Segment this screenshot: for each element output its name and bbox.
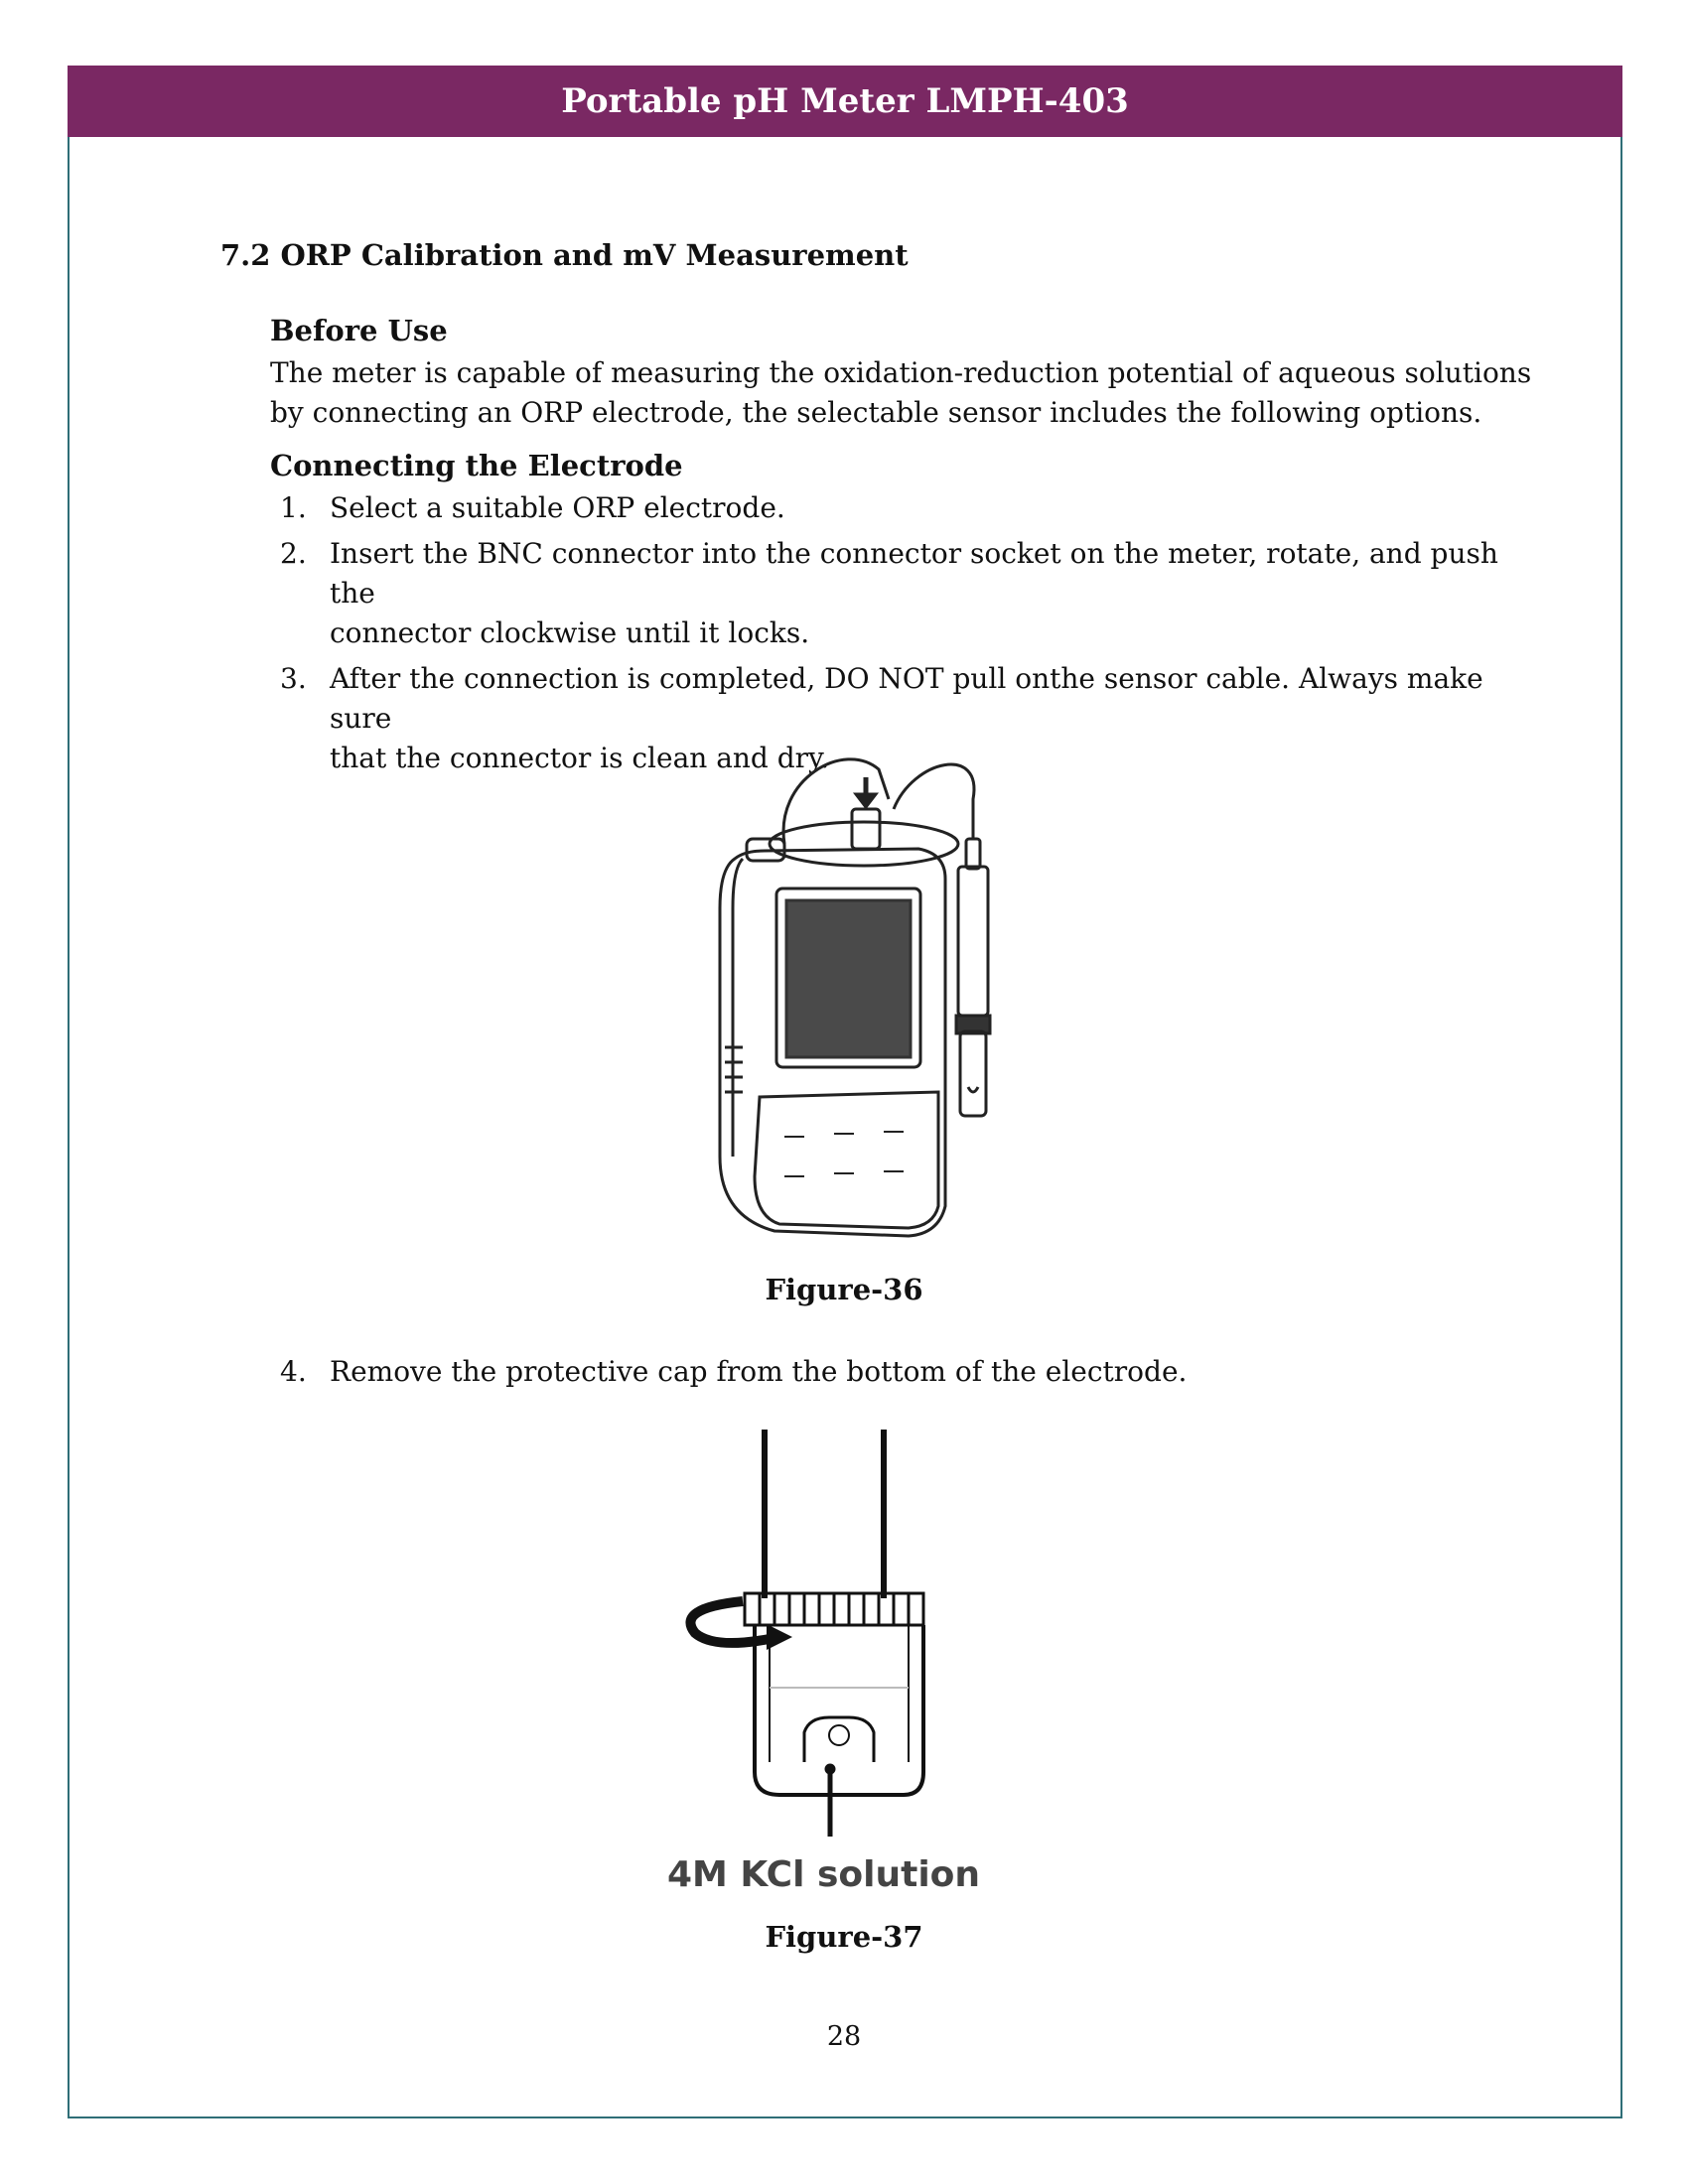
step-text-cont: that the connector is clean and dry.	[330, 742, 830, 774]
before-use-heading: Before Use	[270, 314, 448, 347]
page-header	[68, 66, 1622, 137]
step-number: 3.	[280, 662, 307, 695]
before-use-line-2: by connecting an ORP electrode, the selectable sensor includes the following options.	[270, 396, 1482, 429]
step-number: 1.	[280, 491, 307, 524]
before-use-text	[270, 353, 1541, 433]
list-item	[270, 1352, 1551, 1392]
list-item	[270, 488, 1551, 528]
step-text: Insert the BNC connector into the connector socket on the meter, rotate, and push the	[330, 537, 1498, 610]
list-item	[270, 534, 1551, 653]
figure-37-caption: Figure-37	[765, 1920, 923, 1954]
step-number: 2.	[280, 537, 307, 570]
step-number: 4.	[280, 1355, 307, 1388]
step-text: Select a suitable ORP electrode.	[330, 491, 785, 524]
page-number: 28	[826, 2021, 862, 2052]
step-text: Remove the protective cap from the bottom of the electrode.	[330, 1355, 1188, 1388]
figure-37-label: 4M KCl solution	[667, 1854, 981, 1895]
figure-37-electrode-cap-illustration	[635, 1420, 1072, 1911]
figure-36-caption: Figure-36	[765, 1273, 923, 1306]
step-text: After the connection is completed, DO NOT pull onthe sensor cable. Always make sure	[330, 662, 1483, 735]
figure-36-meter-illustration	[685, 740, 1043, 1241]
section-title: 7.2 ORP Calibration and mV Measurement	[220, 238, 909, 272]
cable-left	[783, 759, 889, 844]
step-4-list	[270, 1352, 1551, 1398]
header-title: Portable pH Meter LMPH-403	[561, 81, 1129, 121]
connecting-heading: Connecting the Electrode	[270, 449, 683, 482]
before-use-line-1: The meter is capable of measuring the oxidation-reduction potential of aqueous solutions	[270, 356, 1532, 389]
step-text-cont: connector clockwise until it locks.	[330, 616, 810, 649]
